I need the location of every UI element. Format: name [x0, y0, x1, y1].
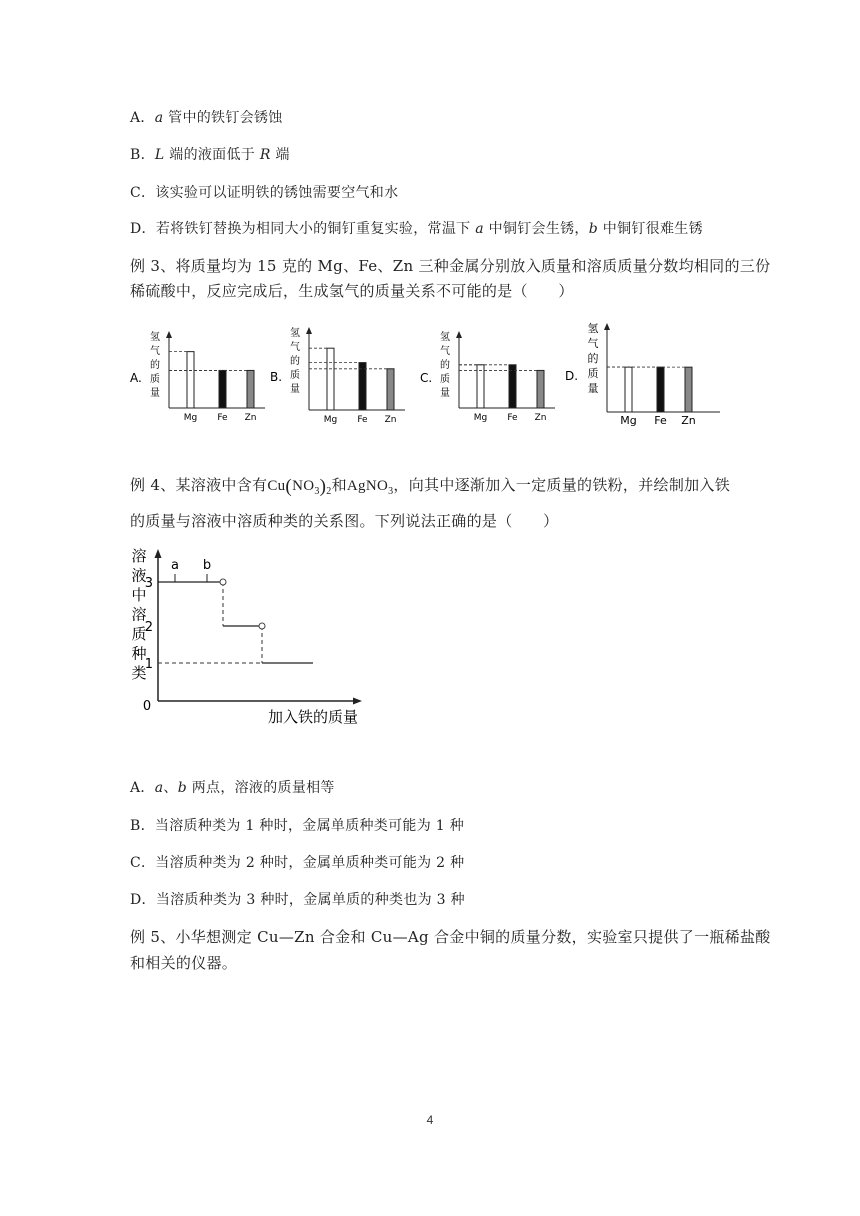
example-5-line-1: 例 5、小华想测定 Cu—Zn 合金和 Cu—Ag 合金中铜的质量分数，实验室只提供了一瓶稀盐酸	[130, 928, 771, 946]
y-label-char: 的	[290, 356, 300, 367]
bar-mg	[477, 365, 484, 408]
bar-fe	[219, 370, 226, 408]
y-label-char: 类	[131, 664, 147, 682]
x-axis-arrow	[353, 698, 362, 705]
question-text: 例 4、某溶液中含有	[130, 476, 268, 494]
bar-zn	[685, 367, 692, 412]
y-label-char: 质	[150, 374, 160, 385]
example-3-line-2: 稀硫酸中，反应完成后，生成氢气的质量关系不可能的是（ ）	[130, 282, 574, 300]
y-axis-arrow	[456, 331, 462, 338]
option-text: D．若将铁钉替换为相同大小的铜钉重复实验，常温下	[130, 221, 471, 237]
bar-zn	[247, 370, 254, 408]
example-3-line-1: 例 3、将质量均为 15 克的 Mg、Fe、Zn 三种金属分别放入质量和溶质质量分数均相同的三份	[130, 257, 771, 275]
x-tick-zn: Zn	[681, 414, 696, 427]
x-tick-fe: Fe	[654, 414, 667, 427]
y-label-char: 的	[150, 360, 160, 371]
x-tick-zn: Zn	[384, 415, 397, 425]
question-text: 和	[331, 476, 347, 494]
bar-fe	[509, 365, 516, 408]
y-label-char: 液	[131, 566, 147, 585]
y-tick-2: 2	[144, 620, 153, 635]
variable: a	[154, 110, 164, 126]
ex4-option-c: C．当溶质种类为 2 种时，金属单质种类可能为 2 种	[130, 855, 465, 871]
x-tick-fe: Fe	[217, 413, 228, 423]
option-letter: C.	[420, 371, 433, 385]
formula-agno3: AgNO$_3$	[346, 478, 394, 497]
page-number: 4	[426, 1113, 434, 1127]
bar-chart	[268, 322, 413, 425]
option-text: 端	[275, 147, 290, 163]
variable: b	[588, 221, 598, 237]
y-axis-arrow	[166, 331, 172, 338]
y-label-char: 量	[587, 382, 599, 395]
option-chart-b	[268, 322, 413, 425]
option-chart-a	[128, 326, 273, 423]
variable: L	[154, 147, 165, 163]
x-tick-mg: Mg	[620, 414, 637, 427]
y-label-char: 氢	[150, 332, 160, 343]
y-label-char: 气	[587, 337, 599, 350]
bar-mg	[625, 367, 632, 412]
example-4-line-2: 的质量与溶液中溶质种类的关系图。下列说法正确的是（ ）	[130, 512, 559, 530]
bar-chart	[418, 326, 563, 423]
open-point	[259, 623, 265, 629]
bar-chart	[128, 326, 273, 423]
option-chart-d	[563, 318, 728, 436]
y-label-char: 量	[290, 384, 300, 395]
x-axis-label: 加入铁的质量	[267, 708, 359, 726]
y-label-char: 质	[290, 370, 300, 381]
option-letter: D.	[565, 369, 579, 383]
option-letter: B.	[270, 370, 283, 384]
y-label-char: 氢	[587, 322, 599, 335]
option-text: 端的液面低于	[169, 147, 256, 163]
option-text: 中铜钉很难生锈	[602, 221, 703, 237]
y-label-char: 量	[440, 388, 450, 399]
separator: 、	[163, 780, 178, 796]
option-label: B．	[130, 147, 155, 163]
y-label-char: 氢	[290, 328, 300, 339]
option-a	[130, 107, 283, 127]
question-text: ，向其中逐渐加入一定质量的铁粉，并绘制加入铁	[393, 476, 731, 494]
y-label-char: 溶	[131, 547, 147, 565]
ex4-option-a	[130, 777, 335, 797]
option-text: 管中的铁钉会锈蚀	[168, 110, 283, 126]
y-label-char: 的	[587, 352, 599, 365]
option-d	[130, 218, 703, 238]
y-label-char: 种	[131, 644, 147, 663]
formula-cu-no3-2: $Cu(NO_3)_2$	[267, 476, 332, 497]
y-label-char: 质	[587, 367, 599, 380]
bar-zn	[387, 369, 394, 410]
bar-zn	[537, 370, 544, 408]
y-label-char: 的	[440, 360, 450, 371]
ex4-option-b: B．当溶质种类为 1 种时，金属单质种类可能为 1 种	[130, 818, 465, 834]
option-label: A．	[130, 110, 155, 126]
x-tick-zn: Zn	[244, 413, 257, 423]
x-tick-zn: Zn	[534, 413, 547, 423]
y-axis-arrow	[604, 323, 610, 330]
variable: b	[177, 780, 187, 796]
option-chart-c	[418, 326, 563, 423]
option-label: A．	[130, 780, 155, 796]
y-axis-arrow	[306, 327, 312, 334]
variable: a	[475, 221, 484, 237]
y-label-char: 气	[290, 342, 300, 353]
x-tick-fe: Fe	[357, 415, 368, 425]
y-tick-3: 3	[144, 576, 153, 591]
solute-types-chart	[125, 545, 375, 730]
point-label-a: a	[171, 558, 179, 573]
bar-mg	[327, 348, 334, 410]
bar-fe	[359, 363, 366, 410]
x-tick-mg: Mg	[473, 413, 488, 423]
bar-fe	[657, 367, 664, 412]
example-4-line-1	[130, 474, 730, 498]
variable: a	[154, 780, 164, 796]
x-tick-mg: Mg	[323, 415, 338, 425]
y-label-char: 气	[440, 346, 450, 357]
option-b	[130, 144, 290, 164]
ex4-option-d: D．当溶质种类为 3 种时，金属单质的种类也为 3 种	[130, 892, 465, 908]
y-axis-arrow	[155, 549, 162, 558]
option-text: 两点，溶液的质量相等	[191, 780, 335, 796]
x-tick-fe: Fe	[507, 413, 518, 423]
chart-marks	[145, 558, 313, 672]
y-label-char: 质	[131, 625, 147, 643]
y-tick-1: 1	[144, 657, 153, 672]
y-label-char: 质	[440, 374, 450, 385]
open-point	[220, 579, 226, 585]
example-5-line-2: 和相关的仪器。	[130, 954, 238, 972]
x-tick-mg: Mg	[183, 413, 198, 423]
bar-mg	[187, 352, 194, 408]
bar-chart	[563, 318, 728, 436]
y-label-char: 中	[131, 586, 147, 604]
option-text: 中铜钉会生锈，	[488, 221, 589, 237]
point-label-b: b	[202, 558, 212, 573]
variable: R	[259, 147, 271, 163]
origin-label: 0	[142, 699, 152, 714]
y-label-char: 溶	[131, 605, 147, 624]
y-label-char: 氢	[440, 332, 450, 343]
y-label-char: 气	[150, 346, 160, 357]
y-label-char: 量	[150, 388, 160, 399]
option-letter: A.	[130, 371, 142, 385]
option-c: C．该实验可以证明铁的锈蚀需要空气和水	[130, 185, 399, 201]
